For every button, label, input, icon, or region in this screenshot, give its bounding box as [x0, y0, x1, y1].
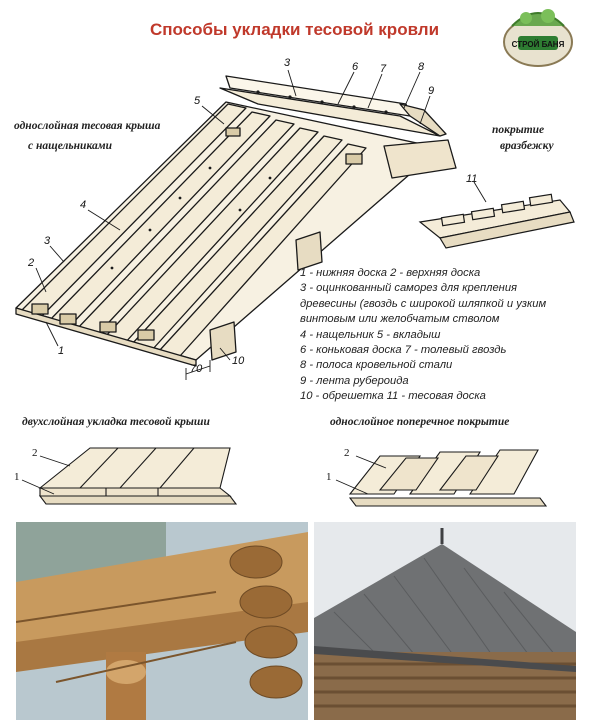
- legend-line: 10 - обрешетка 11 - тесовая доска: [300, 390, 486, 403]
- legend-line: 3 - оцинкованный саморез для крепления: [300, 282, 518, 295]
- logo-text: СТРОЙ БАНЯ: [511, 40, 565, 49]
- page-title: Способы укладки тесовой кровли: [149, 20, 440, 39]
- callout-5: 5: [194, 95, 201, 107]
- legend-line: 9 - лента рубероида: [300, 374, 409, 387]
- legend: [300, 266, 585, 405]
- callout-1-double: 1: [14, 471, 20, 483]
- callout-2-double: 2: [32, 447, 38, 459]
- single-transverse-diagram: [320, 436, 582, 518]
- callout-8: 8: [418, 61, 425, 73]
- photo-board-roof: [314, 522, 576, 720]
- caption-staggered-2: вразбежку: [500, 140, 554, 152]
- legend-line: 6 - коньковая доска 7 - толевый гвоздь: [300, 344, 507, 357]
- dimension-label: 70: [190, 363, 203, 375]
- caption-single-transverse: однослойное поперечное покрытие: [330, 416, 510, 428]
- callout-1-transverse: 1: [326, 471, 332, 483]
- legend-line: древесины (гвоздь с широкой шляпкой и узким: [300, 297, 547, 310]
- legend-line: 8 - полоса кровельной стали: [300, 359, 453, 372]
- callout-4: 4: [80, 199, 87, 211]
- callout-6: 6: [352, 61, 359, 73]
- callout-3: 3: [44, 235, 51, 247]
- callout-9: 9: [428, 85, 435, 97]
- callout-7: 7: [380, 63, 387, 75]
- photo-eave-underside: [16, 522, 308, 720]
- eave-photo-image: [16, 522, 308, 720]
- callout-2-transverse: 2: [344, 447, 350, 459]
- legend-line: винтовым или желобчатым стволом: [300, 313, 500, 326]
- callout-11: 11: [466, 173, 478, 185]
- callout-10: 10: [232, 355, 245, 367]
- double-layer-diagram: [10, 436, 270, 518]
- callout-3-top: 3: [284, 57, 291, 69]
- caption-single-layer-1: однослойная тесовая крыша: [14, 120, 161, 132]
- staggered-covering-diagram: [410, 172, 580, 252]
- callout-2: 2: [28, 257, 35, 269]
- roof-photo-image: [314, 522, 576, 720]
- caption-staggered-1: покрытие: [492, 124, 545, 136]
- caption-single-layer-2: с нащельниками: [28, 140, 113, 152]
- legend-line: 4 - нащельник 5 - вкладыш: [300, 328, 441, 341]
- legend-line: 1 - нижняя доска 2 - верхняя доска: [300, 267, 481, 279]
- caption-double-layer: двухслойная укладка тесовой крыши: [22, 416, 210, 428]
- callout-1: 1: [58, 345, 65, 357]
